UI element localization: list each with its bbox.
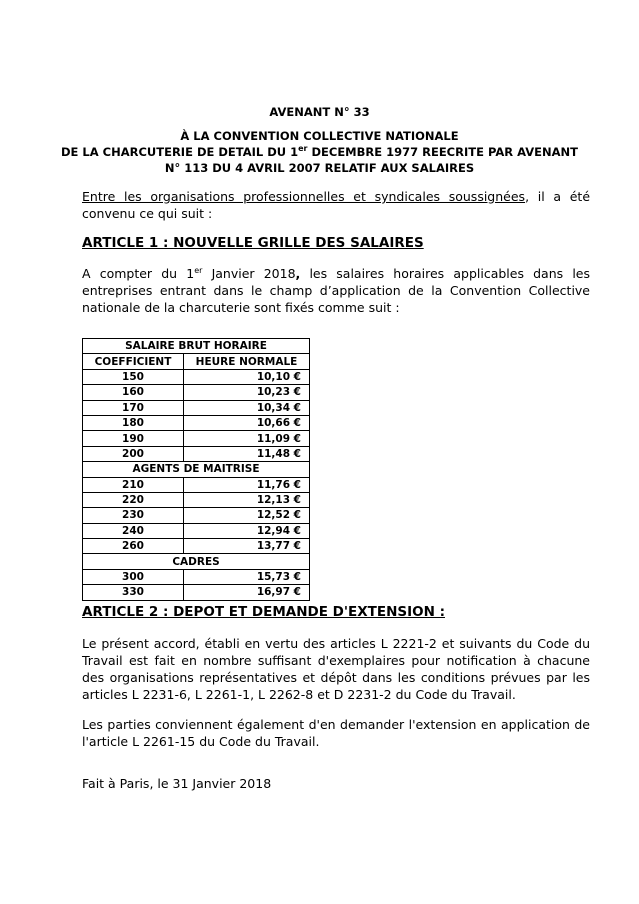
column-header-coefficient: COEFFICIENT [83,354,184,369]
hourly-wage-cell: 12,13 € [184,492,310,507]
intro-parties: Entre les organisations professionnelles et syndicales soussignées [82,189,526,204]
article-1-date: Janvier 2018 [202,266,296,281]
article-1-paragraph [82,265,590,316]
group-heading-agents-de-maitrise: AGENTS DE MAITRISE [83,462,310,477]
hourly-wage-cell: 12,52 € [184,508,310,523]
hourly-wage-cell: 11,09 € [184,431,310,446]
hourly-wage-cell: 10,34 € [184,400,310,415]
document-header [60,104,579,176]
coefficient-cell: 200 [83,446,184,461]
hourly-wage-cell: 15,73 € [184,569,310,584]
coefficient-cell: 260 [83,539,184,554]
intro-paragraph [82,188,590,222]
table-row [83,446,310,461]
article-1-text-end: les salaires horaires applicables dans les entreprises entrant dans le champ d’application de la Convention Collective nationale de la charcuterie sont fixés comme suit : [82,266,590,315]
article-1-sup: er [194,265,203,275]
coefficient-cell: 160 [83,385,184,400]
coefficient-cell: 330 [83,585,184,600]
table-row [83,523,310,538]
coefficient-cell: 210 [83,477,184,492]
header-line-4: N° 113 DU 4 AVRIL 2007 RELATIF AUX SALAIRES [164,161,475,175]
article-1-text-start: A compter du 1 [82,266,195,281]
hourly-wage-cell: 10,10 € [184,369,310,384]
column-header-heure-normale: HEURE NORMALE [184,354,310,369]
coefficient-cell: 180 [83,415,184,430]
hourly-wage-cell: 10,23 € [184,385,310,400]
group-heading-cadres: CADRES [83,554,310,569]
table-row [83,492,310,507]
hourly-wage-cell: 12,94 € [184,523,310,538]
header-line-3-text-end: DECEMBRE 1977 REECRITE PAR AVENANT [307,145,578,159]
table-row [83,508,310,523]
coefficient-cell: 240 [83,523,184,538]
table-row [83,477,310,492]
table-row [83,415,310,430]
article-1-comma: , [295,266,301,281]
header-line-3-sup: er [298,144,308,154]
article-2-paragraph-1: Le présent accord, établi en vertu des articles L 2221-2 et suivants du Code du Travail est fait en nombre suffisant d'exemplaires pour notification à chacune des organisations représentatives et dépôt dans les conditions prévues par les articles L 2231-6, L 2261-1, L 2262-8 et D 2231-2 du Code du Travail. [82,636,590,702]
header-line-3-text: DE LA CHARCUTERIE DE DETAIL DU 1 [61,145,299,159]
table-title-row [83,339,310,354]
article-2-heading: ARTICLE 2 : DEPOT ET DEMANDE D'EXTENSION : [82,604,445,620]
table-row [83,539,310,554]
hourly-wage-cell: 11,76 € [184,477,310,492]
signature-line: Fait à Paris, le 31 Janvier 2018 [82,776,272,791]
coefficient-cell: 300 [83,569,184,584]
coefficient-cell: 230 [83,508,184,523]
table-row [83,385,310,400]
table-group-row [83,554,310,569]
article-1-heading: ARTICLE 1 : NOUVELLE GRILLE DES SALAIRES [82,235,424,251]
hourly-wage-cell: 11,48 € [184,446,310,461]
table-title: SALAIRE BRUT HORAIRE [83,339,310,354]
article-2-paragraph-2: Les parties conviennent également d'en demander l'extension en application de l'article L 2261-15 du Code du Travail. [82,717,590,749]
table-row [83,569,310,584]
coefficient-cell: 150 [83,369,184,384]
salary-table [82,338,310,601]
header-title: AVENANT N° 33 [269,105,370,119]
coefficient-cell: 190 [83,431,184,446]
table-row [83,400,310,415]
coefficient-cell: 220 [83,492,184,507]
hourly-wage-cell: 13,77 € [184,539,310,554]
table-header-row [83,354,310,369]
table-row [83,369,310,384]
table-row [83,431,310,446]
header-line-3 [60,144,579,160]
coefficient-cell: 170 [83,400,184,415]
table-row [83,585,310,600]
intro-rest: , il a été convenu ce qui suit : [82,189,591,221]
header-line-2: À LA CONVENTION COLLECTIVE NATIONALE [180,129,459,143]
table-group-row [83,462,310,477]
hourly-wage-cell: 16,97 € [184,585,310,600]
hourly-wage-cell: 10,66 € [184,415,310,430]
